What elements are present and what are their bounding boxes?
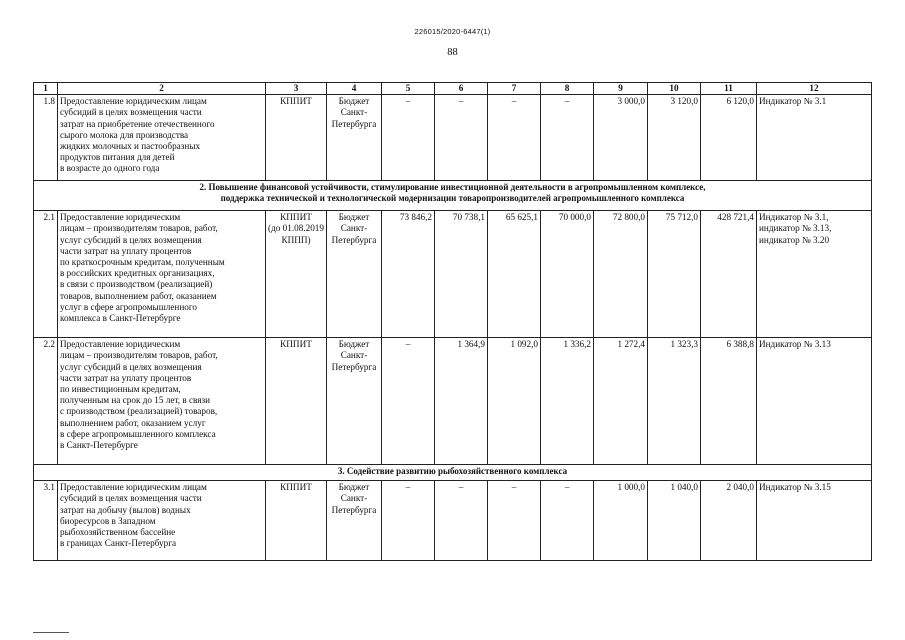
value-col-9: 72 800,0 <box>594 211 648 338</box>
funding-source <box>327 481 382 561</box>
column-number: 10 <box>648 83 701 95</box>
source-line: Санкт- <box>340 107 368 118</box>
indicator-line: Индикатор № 3.1, <box>759 212 829 223</box>
description-line: в российских кредитных организациях, <box>60 268 215 279</box>
description-line: биоресурсов в Западном <box>60 515 156 526</box>
description-line: Предоставление юридическим лицам <box>60 96 207 107</box>
source-line: Петербурга <box>331 118 377 129</box>
indicator-line: Индикатор № 3.1 <box>759 96 827 107</box>
value-col-11: 6 120,0 <box>701 95 757 181</box>
row-number: 2.2 <box>34 338 58 465</box>
description-line: лицам – производителям товаров, работ, <box>60 350 218 361</box>
row-number: 2.1 <box>34 211 58 338</box>
source-line: Санкт- <box>340 223 368 234</box>
description-line: в Санкт-Петербурге <box>60 440 138 451</box>
value-col-6: – <box>435 95 488 181</box>
value-col-9: 1 000,0 <box>594 481 648 561</box>
section-heading-row <box>34 181 872 211</box>
funding-source <box>327 338 382 465</box>
description-line: Предоставление юридическим <box>60 212 181 223</box>
section-heading-line: поддержка технической и технологической модернизации товаропроизводителей агропромышленного комплекса <box>220 193 685 204</box>
value-col-8: 70 000,0 <box>541 211 594 338</box>
value-col-9: 3 000,0 <box>594 95 648 181</box>
description-line: комплекса в Санкт-Петербурге <box>60 313 181 324</box>
executor-line: КППП) <box>281 234 311 245</box>
value-col-11: 2 040,0 <box>701 481 757 561</box>
description-line: в границах Санкт-Петербурга <box>60 538 177 549</box>
value-col-5: – <box>382 338 435 465</box>
program-table <box>33 82 872 561</box>
value-col-8: – <box>541 95 594 181</box>
measure-description <box>58 211 266 338</box>
row-number: 1.8 <box>34 95 58 181</box>
indicator-line: индикатор № 3.13, <box>759 223 832 234</box>
column-number: 1 <box>34 83 58 95</box>
section-heading <box>34 181 872 211</box>
source-line: Бюджет <box>338 96 370 107</box>
description-line: части затрат на уплату процентов <box>60 372 192 383</box>
column-number: 6 <box>435 83 488 95</box>
value-col-7: 1 092,0 <box>488 338 541 465</box>
source-line: Петербурга <box>331 361 377 372</box>
description-line: затрат на приобретение отечественного <box>60 118 215 129</box>
row-number: 3.1 <box>34 481 58 561</box>
section-heading-line: 2. Повышение финансовой устойчивости, стимулирование инвестиционной деятельности в агропромышленном комплексе, <box>199 182 706 193</box>
measure-description <box>58 338 266 465</box>
section-heading-row <box>34 465 872 481</box>
column-number: 12 <box>757 83 872 95</box>
description-line: рыбохозяйственном бассейне <box>60 527 176 538</box>
table-row <box>34 211 872 338</box>
value-col-5: – <box>382 481 435 561</box>
page-number: 88 <box>447 47 458 58</box>
value-col-11: 6 388,8 <box>701 338 757 465</box>
source-line: Бюджет <box>338 339 370 350</box>
value-col-6: – <box>435 481 488 561</box>
indicator-line: Индикатор № 3.15 <box>759 482 831 493</box>
description-line: в связи с производством (реализацией) <box>60 279 213 290</box>
description-line: Предоставление юридическим <box>60 339 181 350</box>
source-line: Бюджет <box>338 212 370 223</box>
executor: КППИТ <box>266 481 327 561</box>
description-line: с производством (реализацией) товаров, <box>60 406 218 417</box>
indicator-line: индикатор № 3.20 <box>759 234 830 245</box>
value-col-8: 1 336,2 <box>541 338 594 465</box>
source-line: Бюджет <box>338 482 370 493</box>
executor-line: (до 01.08.2019 <box>268 223 324 234</box>
indicator <box>757 338 872 465</box>
value-col-7: – <box>488 95 541 181</box>
indicator <box>757 95 872 181</box>
description-line: услуг субсидий в целях возмещения <box>60 361 202 372</box>
column-number: 7 <box>488 83 541 95</box>
description-line: части затрат на уплату процентов <box>60 245 192 256</box>
value-col-6: 1 364,9 <box>435 338 488 465</box>
measure-description <box>58 95 266 181</box>
value-col-5: 73 846,2 <box>382 211 435 338</box>
column-number-row <box>34 83 872 95</box>
description-line: затрат на добычу (вылов) водных <box>60 504 191 515</box>
table-row <box>34 338 872 465</box>
document-id: 226015/2020-6447(1) <box>414 27 491 36</box>
description-line: в возрасте до одного года <box>60 163 160 174</box>
column-number: 5 <box>382 83 435 95</box>
value-col-8: – <box>541 481 594 561</box>
column-number: 4 <box>327 83 382 95</box>
funding-source <box>327 211 382 338</box>
description-line: субсидий в целях возмещения части <box>60 107 202 118</box>
executor: КППИТ <box>266 338 327 465</box>
column-number: 3 <box>266 83 327 95</box>
indicator <box>757 211 872 338</box>
description-line: жидких молочных и пастообразных <box>60 141 201 152</box>
footnote-divider <box>33 632 69 633</box>
value-col-9: 1 272,4 <box>594 338 648 465</box>
value-col-10: 1 323,3 <box>648 338 701 465</box>
value-col-10: 3 120,0 <box>648 95 701 181</box>
description-line: продуктов питания для детей <box>60 152 175 163</box>
executor-line: КППИТ <box>280 212 312 223</box>
measure-description <box>58 481 266 561</box>
value-col-10: 1 040,0 <box>648 481 701 561</box>
description-line: в сфере агропромышленного комплекса <box>60 428 216 439</box>
description-line: услуг субсидий в целях возмещения <box>60 234 202 245</box>
indicator-line: Индикатор № 3.13 <box>759 339 831 350</box>
executor <box>266 211 327 338</box>
source-line: Петербурга <box>331 504 377 515</box>
description-line: выполнением работ, оказанием услуг <box>60 417 206 428</box>
column-number: 9 <box>594 83 648 95</box>
source-line: Петербурга <box>331 234 377 245</box>
description-line: субсидий в целях возмещения части <box>60 493 202 504</box>
table-row <box>34 95 872 181</box>
executor: КППИТ <box>266 95 327 181</box>
section-heading: 3. Содействие развитию рыбохозяйственного комплекса <box>34 465 872 481</box>
description-line: сырого молока для производства <box>60 129 189 140</box>
value-col-5: – <box>382 95 435 181</box>
funding-source <box>327 95 382 181</box>
description-line: по краткосрочным кредитам, полученным <box>60 257 225 268</box>
source-line: Санкт- <box>340 350 368 361</box>
column-number: 8 <box>541 83 594 95</box>
indicator <box>757 481 872 561</box>
description-line: по инвестиционным кредитам, <box>60 384 181 395</box>
value-col-11: 428 721,4 <box>701 211 757 338</box>
value-col-7: – <box>488 481 541 561</box>
source-line: Санкт- <box>340 493 368 504</box>
column-number: 2 <box>58 83 266 95</box>
value-col-6: 70 738,1 <box>435 211 488 338</box>
value-col-7: 65 625,1 <box>488 211 541 338</box>
column-number: 11 <box>701 83 757 95</box>
description-line: лицам – производителям товаров, работ, <box>60 223 218 234</box>
description-line: полученным на срок до 15 лет, в связи <box>60 395 211 406</box>
description-line: Предоставление юридическим лицам <box>60 482 207 493</box>
value-col-10: 75 712,0 <box>648 211 701 338</box>
description-line: товаров, выполнением работ, оказанием <box>60 290 217 301</box>
table-row <box>34 481 872 561</box>
description-line: услуг в сфере агропромышленного <box>60 301 197 312</box>
